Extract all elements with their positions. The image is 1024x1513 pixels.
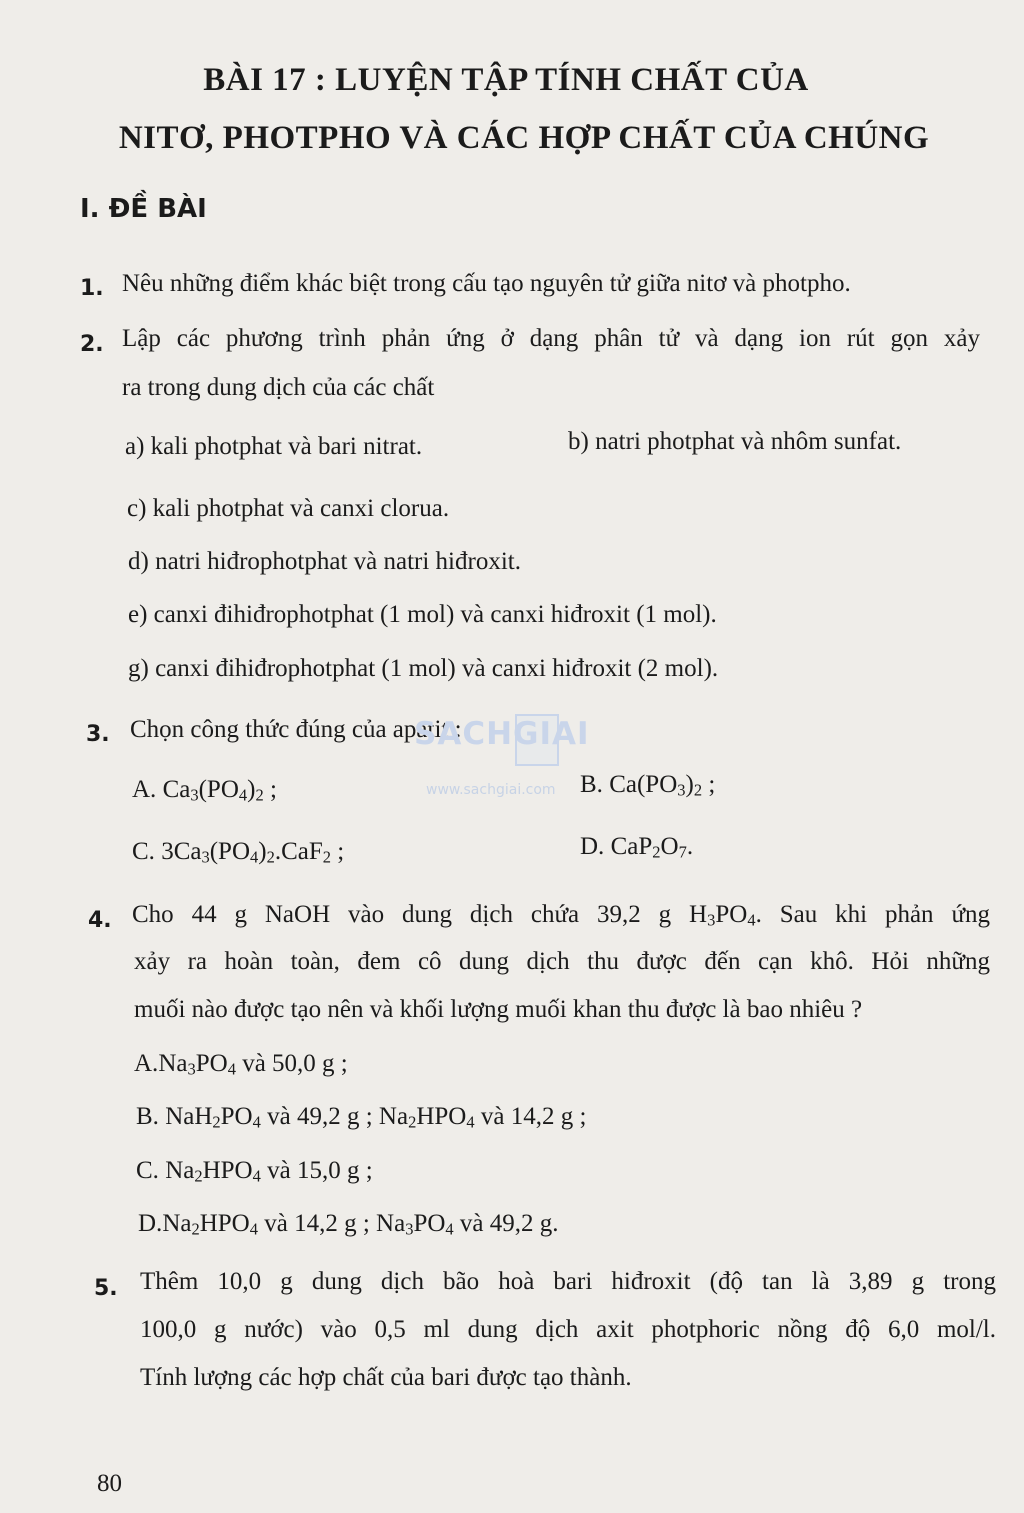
- question-4-line-1: Cho 44 g NaOH vào dung dịch chứa 39,2 g $H_3PO_4$. Sau khi phản ứng: [132, 901, 990, 930]
- question-5-line-2: 100,0 g nước) vào 0,5 ml dung dịch axit photphoric nồng độ 6,0 mol/l.: [140, 1316, 996, 1343]
- watermark-url: www.sachgiai.com: [426, 782, 556, 798]
- question-4-number: 4.: [88, 908, 112, 933]
- question-3-text: Chọn công thức đúng của apatit :: [130, 716, 462, 743]
- question-2-item-a: a) kali photphat và bari nitrat.: [125, 433, 423, 460]
- question-2-number: 2.: [80, 332, 104, 357]
- question-2-line-1: Lập các phương trình phản ứng ở dạng phân tử và dạng ion rút gọn xảy: [122, 325, 980, 352]
- question-4-line-2: xảy ra hoàn toàn, đem cô dung dịch thu được đến cạn khô. Hỏi những: [134, 948, 990, 975]
- question-1-number: 1.: [80, 276, 104, 301]
- question-1-text: Nêu những điểm khác biệt trong cấu tạo nguyên tử giữa nitơ và photpho.: [122, 270, 851, 297]
- question-5-number: 5.: [94, 1276, 118, 1301]
- question-4-option-a: $A.Na_3PO_4$ và 50,0 g ;: [134, 1050, 348, 1079]
- question-3-option-b: B. $Ca(PO_3)_2$ ;: [580, 771, 716, 800]
- question-4-line-3: muối nào được tạo nên và khối lượng muối khan thu được là bao nhiêu ?: [134, 996, 863, 1023]
- lesson-title-line-1: BÀI 17 : LUYỆN TẬP TÍNH CHẤT CỦA: [203, 62, 809, 98]
- question-2-item-c: c) kali photphat và canxi clorua.: [127, 495, 450, 522]
- watermark-logo: [412, 712, 617, 808]
- question-3-option-a: A. $Ca_3(PO_4)_2$ ;: [132, 776, 277, 805]
- question-3-number: 3.: [86, 722, 110, 747]
- question-2-item-d: d) natri hiđrophotphat và natri hiđroxit.: [128, 548, 521, 575]
- question-4-option-b: B. $NaH_2PO_4$ và 49,2 g ; $Na_2HPO_4$ và 14,2 g ;: [136, 1103, 587, 1132]
- question-4-option-d: $D.Na_2HPO_4$ và 14,2 g ; $Na_3PO_4$ và 49,2 g.: [138, 1210, 559, 1239]
- question-2-item-e: e) canxi đihiđrophotphat (1 mol) và canxi hiđroxit (1 mol).: [128, 601, 717, 628]
- question-2-item-b: b) natri photphat và nhôm sunfat.: [568, 428, 902, 455]
- question-3-option-c: C. $3Ca_3(PO_4)_2.CaF_2$ ;: [132, 838, 345, 867]
- question-2-item-g: g) canxi đihiđrophotphat (1 mol) và canxi hiđroxit (2 mol).: [128, 655, 719, 682]
- question-4-option-c: C. $Na_2HPO_4$ và 15,0 g ;: [136, 1157, 373, 1186]
- question-3-option-d: D. $CaP_2O_7$.: [580, 833, 694, 862]
- lesson-title-line-2: NITƠ, PHOTPHO VÀ CÁC HỢP CHẤT CỦA CHÚNG: [118, 120, 930, 156]
- section-heading: I. ĐỀ BÀI: [80, 194, 207, 224]
- question-2-line-2: ra trong dung dịch của các chất: [122, 374, 435, 401]
- question-5-line-1: Thêm 10,0 g dung dịch bão hoà bari hiđroxit (độ tan là 3,89 g trong: [140, 1268, 996, 1295]
- page-number: 80: [97, 1470, 122, 1497]
- question-5-line-3: Tính lượng các hợp chất của bari được tạo thành.: [140, 1364, 632, 1391]
- watermark-text: SACHGIAI: [414, 716, 590, 752]
